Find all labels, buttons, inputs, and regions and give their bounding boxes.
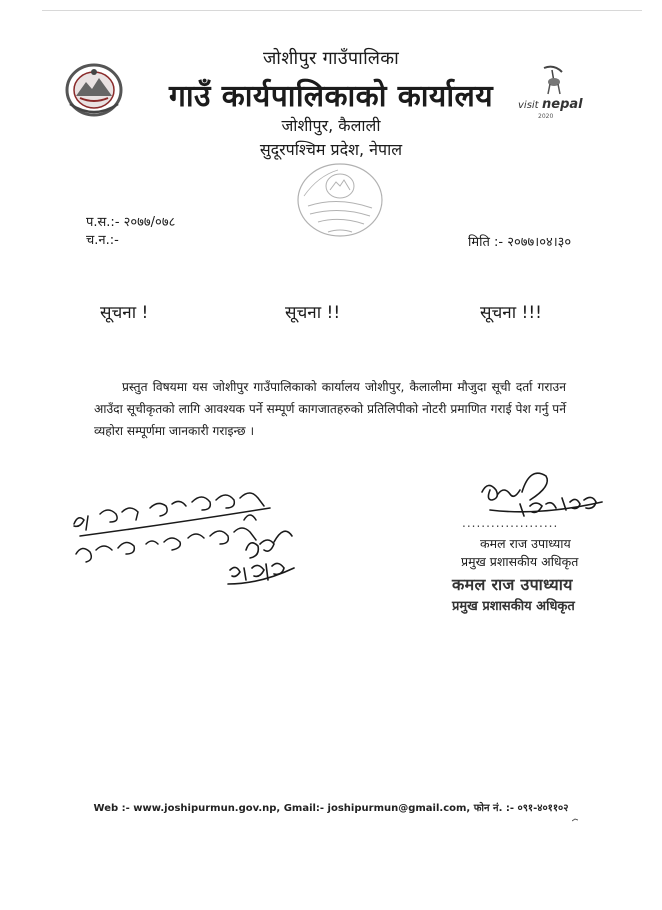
signature-line: .................... [462,516,559,530]
handwritten-endorsement [60,484,300,604]
header-subtitle: जोशीपुर गाउँपालिका [262,48,400,69]
header-address-line2: सुदूरपश्चिम प्रदेश, नेपाल [259,140,403,159]
official-title: प्रमुख प्रशासकीय अधिकृत [461,554,579,569]
name-stamp: कमल राज उपाध्याय [452,575,573,594]
dispatch-number: च.न.:- [86,233,119,248]
svg-text:nepal: nepal [542,97,583,112]
footer-contact: Web :- www.joshipurmun.gov.np, Gmail:- joshipurmun@gmail.com, फोन नं. :- ०९१-४०११०२ [93,803,569,814]
letter-date: मिति :- २०७७।०४।३० [468,235,572,250]
scan-speck [572,818,578,822]
notice-heading-3: सूचना !!! [480,303,542,323]
header-address-line1: जोशीपुर, कैलाली [281,116,381,135]
header-title: गाउँ कार्यपालिकाको कार्यालय [168,79,494,114]
office-stamp [288,156,388,242]
notice-heading-2: सूचना !! [285,303,341,323]
title-stamp: प्रमुख प्रशासकीय अधिकृत [452,599,575,614]
official-name: कमल राज उपाध्याय [480,536,571,551]
notice-body: प्रस्तुत विषयमा यस जोशीपुर गाउँपालिकाको कार्यालय जोशीपुर, कैलालीमा मौजुदा सूची दर्ता गराउन आउँदा सूचीकृतको लागि आवश्यक पर्ने सम्पूर्ण कागजातहरुको प्रतिलिपीको नोटरी प्रमाणित गराई पेश गर्नु पर्ने व्यहोरा सम्पूर्णमा जानकारी गराइन्छ । [94,380,566,438]
svg-text:2020: 2020 [538,113,554,120]
svg-text:visit: visit [518,100,539,111]
notice-heading-1: सूचना ! [100,303,149,323]
top-rule [42,10,642,11]
reference-number: प.स.:- २०७७/०७८ [86,215,176,230]
